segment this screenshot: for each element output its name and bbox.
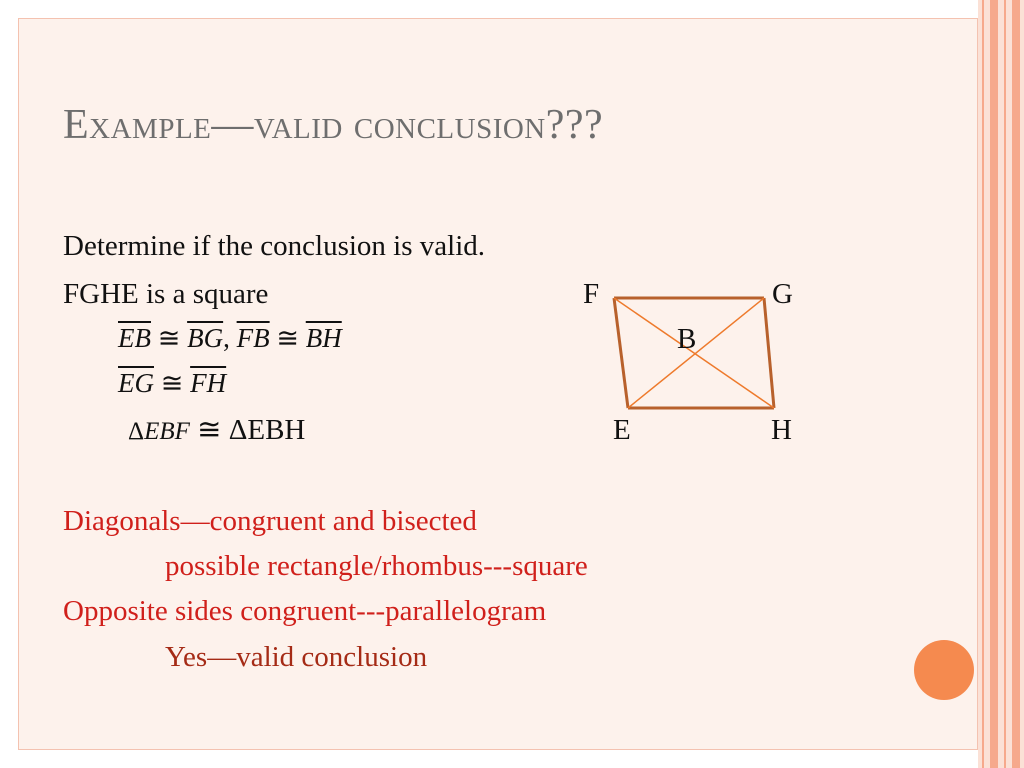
answer-line: Yes—valid conclusion xyxy=(165,641,428,673)
decorative-stripe xyxy=(990,0,998,768)
congruence-statement: ≅ ΔEBH xyxy=(189,414,306,446)
side-gh xyxy=(764,298,774,408)
congruent-symbol: ≅ xyxy=(151,323,188,353)
given-square-line: FGHE is a square xyxy=(63,278,269,310)
given-segments-line-2 xyxy=(118,370,226,397)
vertex-label-b: B xyxy=(677,323,697,355)
decorative-stripe xyxy=(982,0,984,768)
decorative-stripe xyxy=(1012,0,1020,768)
congruent-symbol: ≅ xyxy=(154,368,191,398)
segment-fh: $\overline{FH}$ xyxy=(190,368,227,398)
opposite-sides-note: Opposite sides congruent---parallelogram xyxy=(63,595,547,627)
segment-bh: $\overline{BH}$ xyxy=(305,323,342,353)
congruent-symbol: ≅ xyxy=(269,323,306,353)
vertex-label-e: E xyxy=(613,414,631,446)
segment-bg: $\overline{BG}$ xyxy=(187,323,224,353)
segment-eg: $\overline{EG}$ xyxy=(118,368,154,398)
diagonals-note: Diagonals—congruent and bisected xyxy=(63,505,477,537)
decorative-orange-circle xyxy=(914,640,974,700)
vertex-label-h: H xyxy=(771,414,792,446)
instruction-line: Determine if the conclusion is valid. xyxy=(63,230,486,262)
decorative-stripe xyxy=(1004,0,1006,768)
vertex-label-g: G xyxy=(772,278,793,310)
slide-title: Example—valid conclusion??? xyxy=(63,102,604,148)
delta-symbol: Δ xyxy=(128,418,145,445)
segment-eb: $\overline{EB}$ xyxy=(118,323,151,353)
conclusion-line xyxy=(128,416,305,445)
possible-shapes-note: possible rectangle/rhombus---square xyxy=(165,550,588,582)
side-ef xyxy=(614,298,628,408)
comma-separator: , xyxy=(223,323,237,353)
segment-fb: $\overline{FB}$ xyxy=(236,323,270,353)
triangle-ebf: EBF xyxy=(144,418,190,445)
given-segments-line-1 xyxy=(118,325,342,352)
vertex-label-f: F xyxy=(583,278,600,310)
